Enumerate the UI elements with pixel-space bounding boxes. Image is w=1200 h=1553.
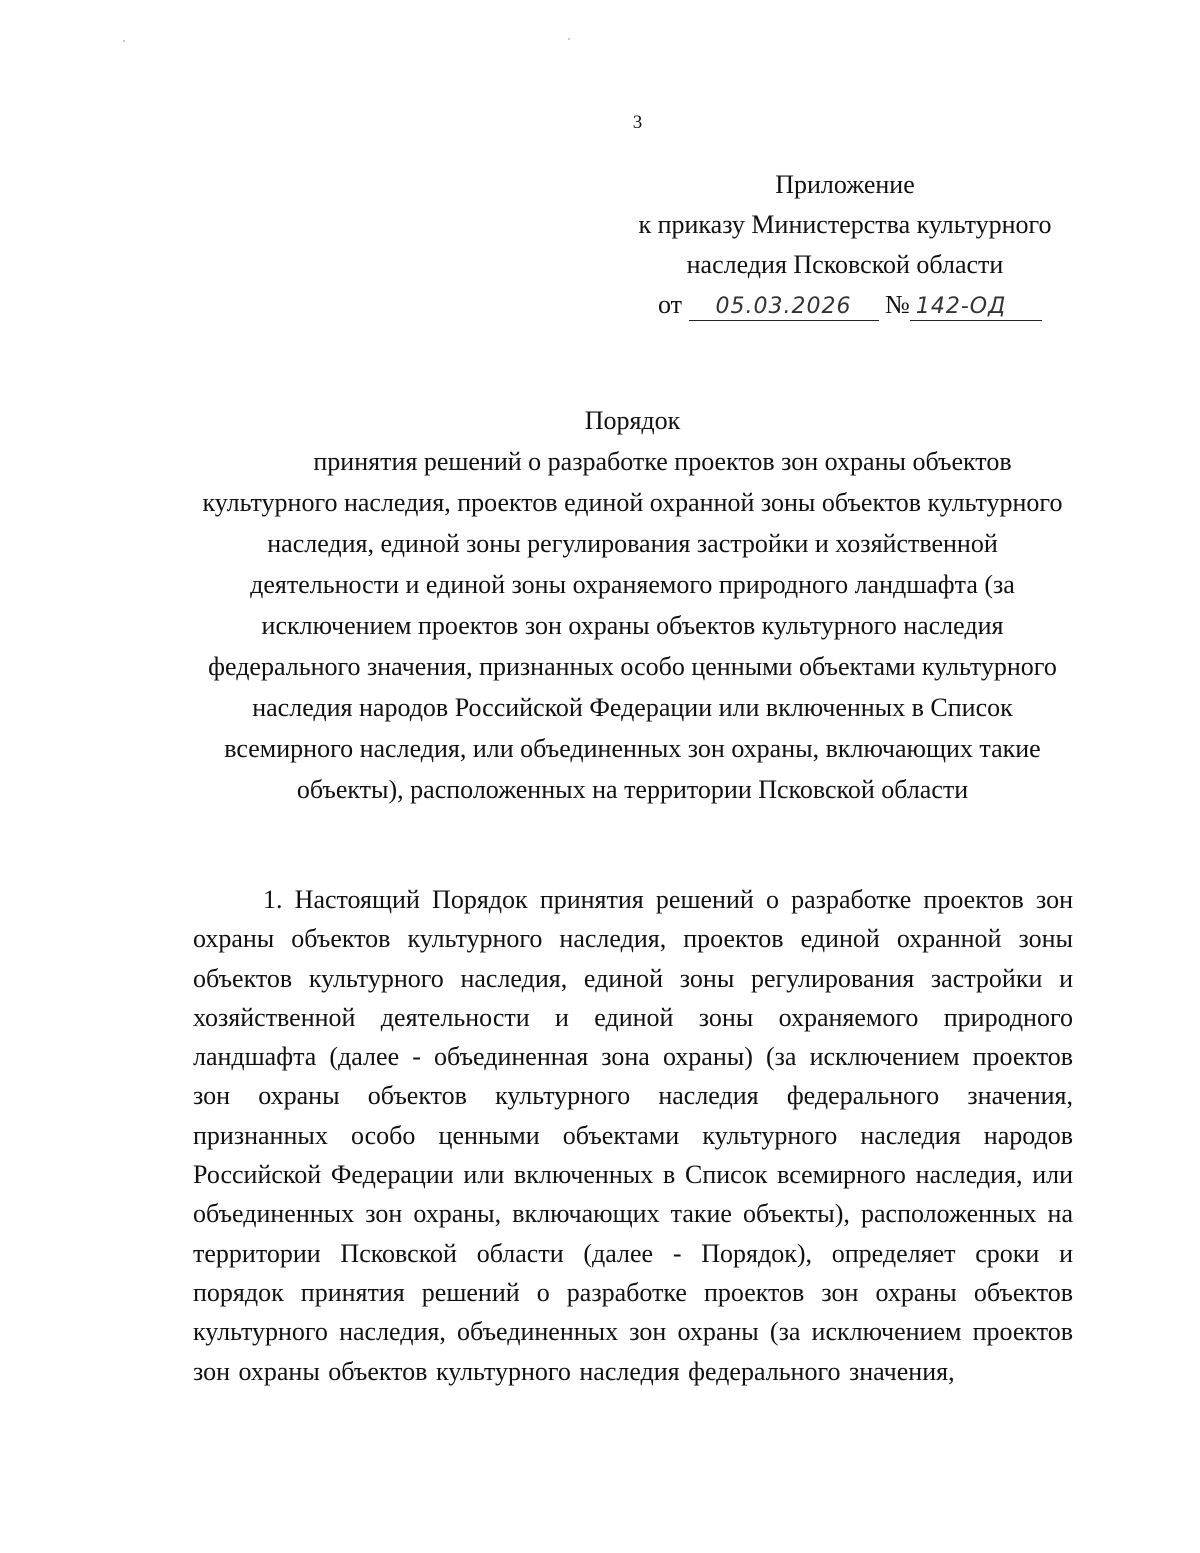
title-main: Порядок bbox=[584, 406, 681, 435]
document-title bbox=[195, 400, 1070, 810]
order-date-number bbox=[600, 285, 1090, 325]
body-paragraph-1: 1. Настоящий Порядок принятия решений о разработке проектов зон охраны объектов культурного наследия, проектов единой охранной зоны объектов культурного наследия, единой зоны регулирования застройки и хозяйственной деятельности и единой зоны охраняемого природного ландшафта (далее - объединенная зона охраны) (за исключением проектов зон охраны объектов культурного наследия федерального значения, признанных особо ценными объектами культурного наследия народов Российской Федерации или включенных в Список всемирного наследия, или объединенных зон охраны, включающих такие объекты), расположенных на территории Псковской области (далее - Порядок), определяет сроки и порядок принятия решений о разработке проектов зон охраны объектов культурного наследия, объединенных зон охраны (за исключением проектов зон охраны объектов культурного наследия федерального значения, bbox=[193, 885, 1073, 1386]
title-subtitle: принятия решений о разработке проектов зон охраны объектов культурного наследия, проектов единой охранной зоны объектов культурного наследия, единой зоны регулирования застройки и хозяйственной деятельности и единой зоны охраняемого природного ландшафта (за исключением проектов зон охраны объектов культурного наследия федерального значения, признанных особо ценными объектами культурного наследия народов Российской Федерации или включенных в Список всемирного наследия, или объединенных зон охраны, включающих такие объекты), расположенных на территории Псковской области bbox=[202, 447, 1063, 804]
scan-speck bbox=[568, 38, 570, 40]
handwritten-date: 05.03.2026 bbox=[689, 294, 879, 321]
appendix-order-reference: к приказу Министерства культурного bbox=[638, 210, 1052, 239]
appendix-header bbox=[600, 165, 1090, 325]
date-prefix: от bbox=[658, 290, 683, 319]
handwritten-number: 142-ОД bbox=[910, 294, 1042, 321]
page-number: 3 bbox=[632, 112, 643, 133]
appendix-title: Приложение bbox=[775, 170, 915, 199]
appendix-ministry: наследия Псковской области bbox=[686, 250, 1004, 279]
number-prefix: № bbox=[885, 290, 910, 319]
scan-speck bbox=[123, 40, 125, 42]
